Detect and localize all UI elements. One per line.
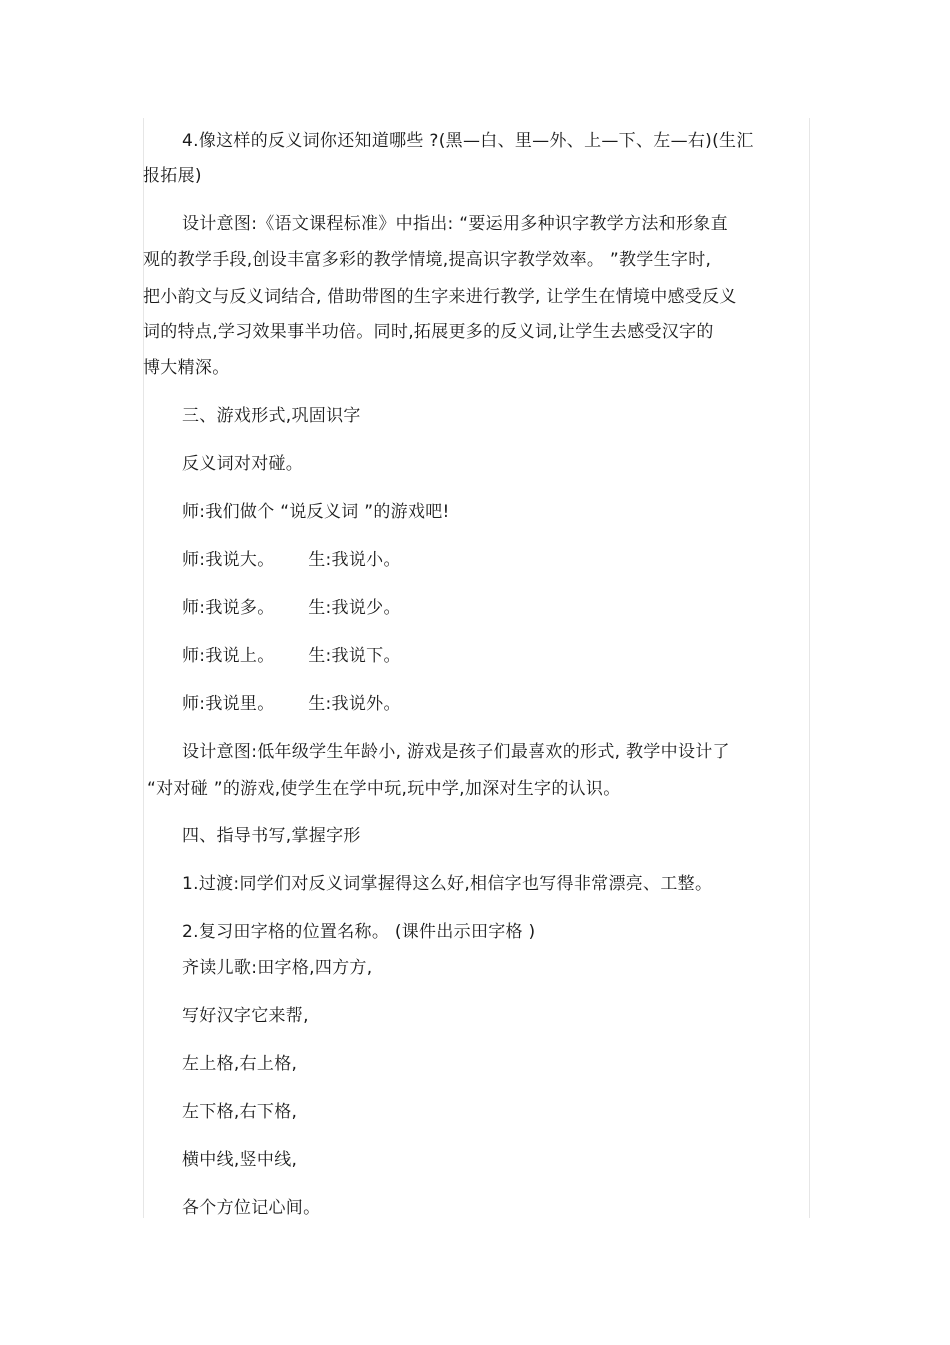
rhyme-line: 横中线,竖中线,	[182, 1150, 298, 1170]
rhyme-line: 写好汉字它来帮,	[182, 1006, 309, 1026]
rhyme-line: 各个方位记心间。	[182, 1198, 321, 1218]
rhyme-line: 左下格,右下格,	[182, 1102, 298, 1122]
text-line: “对对碰 ”的游戏,使学生在学中玩,玩中学,加深对生字的认识。	[147, 779, 621, 799]
text-line: 师:我们做个 “说反义词 ”的游戏吧!	[182, 502, 450, 522]
rhyme-line: 左上格,右上格,	[182, 1054, 298, 1074]
text-line: 报拓展)	[143, 166, 202, 186]
section-heading: 三、游戏形式,巩固识字	[182, 406, 361, 426]
text-line: 词的特点,学习效果事半功倍。同时,拓展更多的反义词,让学生去感受汉字的	[143, 322, 714, 342]
dialogue-line: 师:我说大。 生:我说小。	[182, 550, 401, 570]
text-line: 设计意图:《语文课程标准》中指出: “要运用多种识字教学方法和形象直	[182, 214, 728, 234]
section-heading: 四、指导书写,掌握字形	[182, 826, 361, 846]
dialogue-line: 师:我说里。 生:我说外。	[182, 694, 401, 714]
text-line: 2.复习田字格的位置名称。 (课件出示田字格 )	[182, 922, 536, 942]
text-line: 反义词对对碰。	[182, 454, 304, 474]
rhyme-line: 齐读儿歌:田字格,四方方,	[182, 958, 373, 978]
text-line: 设计意图:低年级学生年龄小, 游戏是孩子们最喜欢的形式, 教学中设计了	[182, 742, 730, 762]
text-line: 4.像这样的反义词你还知道哪些 ?(黑—白、里—外、上—下、左—右)(生汇	[182, 131, 754, 151]
text-line: 观的教学手段,创设丰富多彩的教学情境,提高识字教学效率。 ”教学生字时,	[143, 250, 712, 270]
text-line: 1.过渡:同学们对反义词掌握得这么好,相信字也写得非常漂亮、工整。	[182, 874, 713, 894]
text-line: 博大精深。	[143, 358, 230, 378]
dialogue-line: 师:我说上。 生:我说下。	[182, 646, 401, 666]
text-line: 把小韵文与反义词结合, 借助带图的生字来进行教学, 让学生在情境中感受反义	[143, 287, 737, 307]
dialogue-line: 师:我说多。 生:我说少。	[182, 598, 401, 618]
